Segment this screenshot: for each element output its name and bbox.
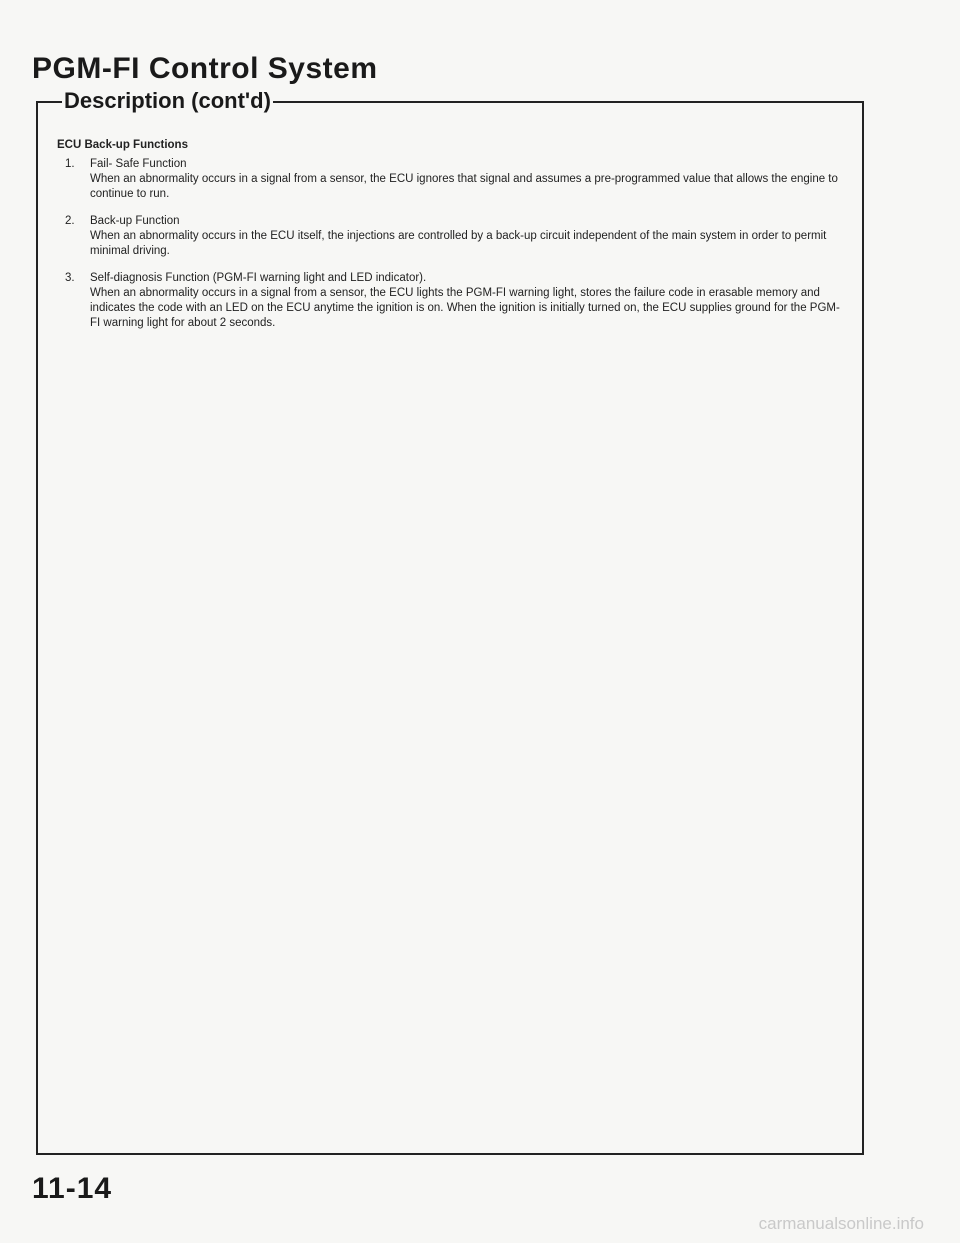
list-item [57, 157, 847, 202]
list-item [57, 271, 847, 331]
item-number: 2. [65, 215, 75, 227]
page-number: 11-14 [32, 1172, 113, 1205]
item-text: When an abnormality occurs in a signal from a sensor, the ECU lights the PGM-FI warning light, stores the failure code in erasable memory and indicates the code with an LED on the ECU anytime the ignition is on. When the ignition is initially turned on, the ECU supplies ground for the PGM-FI warning light for about 2 seconds. [90, 287, 840, 329]
content-frame-right-border [862, 101, 864, 1155]
item-text: When an abnormality occurs in a signal from a sensor, the ECU ignores that signal and assumes a pre-programmed value that allows the engine to continue to run. [90, 173, 838, 200]
section-subheading: ECU Back-up Functions [57, 139, 188, 151]
list-item [57, 214, 847, 259]
item-title: Back-up Function [90, 215, 180, 227]
item-number: 1. [65, 158, 75, 170]
item-text: When an abnormality occurs in the ECU itself, the injections are controlled by a back-up circuit independent of the main system in order to permit minimal driving. [90, 230, 827, 257]
item-title: Fail- Safe Function [90, 158, 187, 170]
section-heading: Description (cont'd) [64, 88, 271, 113]
page-title: PGM-FI Control System [32, 52, 378, 85]
content-body [57, 138, 847, 343]
item-number: 3. [65, 272, 75, 284]
watermark: carmanualsonline.info [758, 1214, 924, 1233]
item-title: Self-diagnosis Function (PGM-FI warning light and LED indicator). [90, 272, 427, 284]
